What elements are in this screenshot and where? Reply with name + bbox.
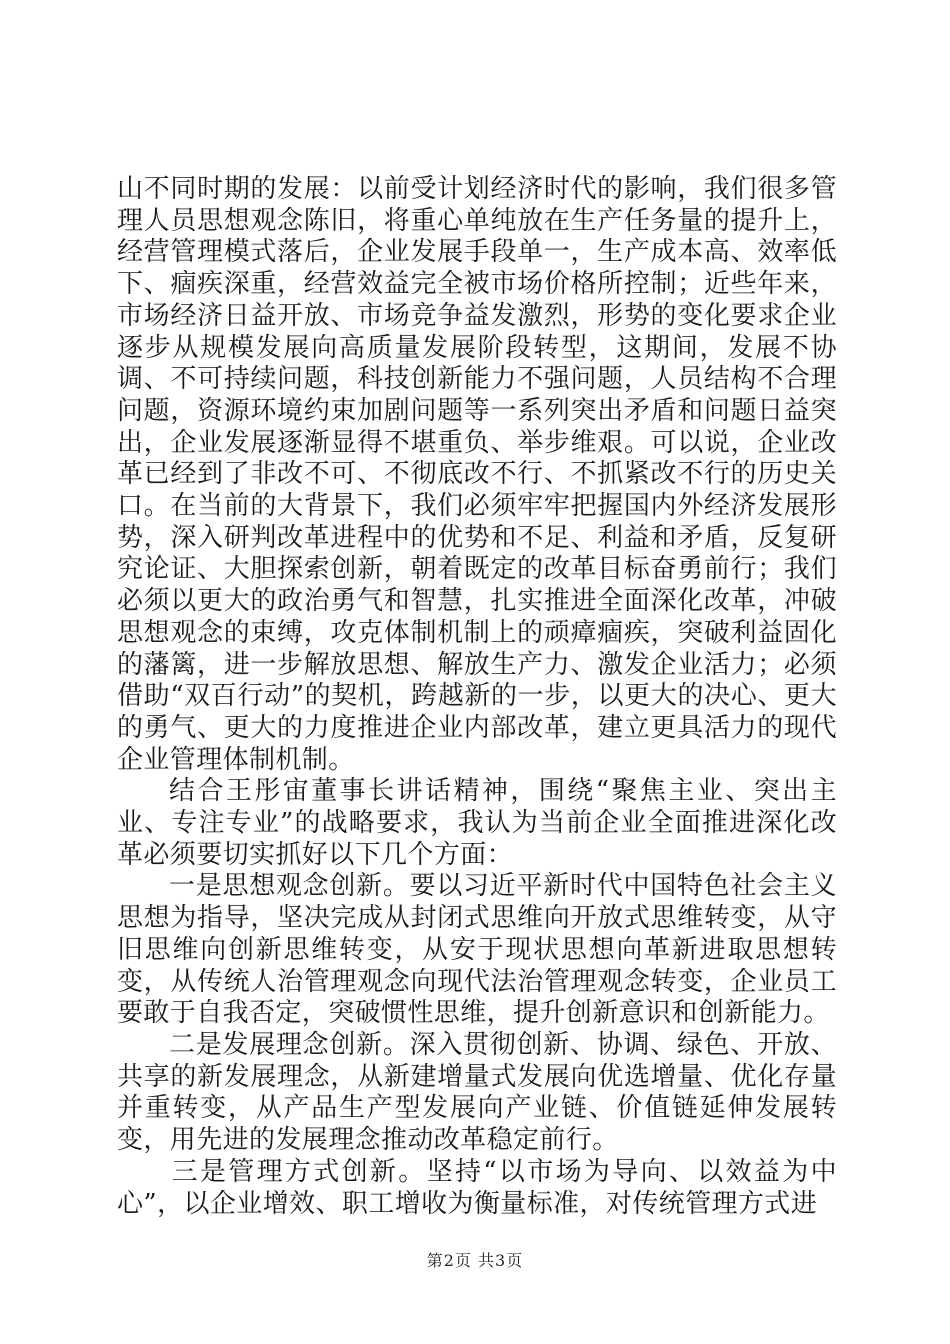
paragraph-continuation: 山不同时期的发展：以前受计划经济时代的影响，我们很多管理人员思想观念陈旧，将重心单纯放在生产任务量的提升上，经营管理模式落后，企业发展手段单一，生产成本高、效率低下、痼疾深重，经营效益完全被市场价格所控制；近些年来，市场经济日益开放、市场竞争益发激烈，形势的变化要求企业逐步从规模发展向高质量发展阶段转型，这期间，发展不协调、不可持续问题，科技创新能力不强问题，人员结构不合理问题，资源环境约束加剧问题等一系列突出矛盾和问题日益突出，企业发展逐渐显得不堪重负、举步维艰。可以说，企业改革已经到了非改不可、不彻底改不行、不抓紧改不行的历史关口。在当前的大背景下，我们必须牢牢把握国内外经济发展形势，深入研判改革进程中的优势和不足、利益和矛盾，反复研究论证、大胆探索创新，朝着既定的改革目标奋勇前行；我们必须以更大的政治勇气和智慧，扎实推进全面深化改革，冲破思想观念的束缚，攻克体制机制上的顽瘴痼疾，突破利益固化的藩篱，进一步解放思想、解放生产力、激发企业活力；必须借助“双百行动”的契机，跨越新的一步，以更大的决心、更大的勇气、更大的力度推进企业内部改革，建立更具活力的现代企业管理体制机制。 (117, 174, 837, 775)
page-number-footer: 第2页 共3页 (426, 1251, 524, 1270)
paragraph-point-1: 一是思想观念创新。要以习近平新时代中国特色社会主义思想为指导，坚决完成从封闭式思维向开放式思维转变，从守旧思维向创新思维转变，从安于现状思想向革新进取思想转变，从传统人治管理观念向现代法治管理观念转变，企业员工要敢于自我否定，突破惯性思维，提升创新意识和创新能力。 (117, 871, 837, 1029)
paragraph-point-3: 三是管理方式创新。坚持“以市场为导向、以效益为中心”，以企业增效、职工增收为衡量标准，对传统管理方式进 (117, 1156, 837, 1219)
paragraph-point-2: 二是发展理念创新。深入贯彻创新、协调、绿色、开放、共享的新发展理念，从新建增量式发展向优选增量、优化存量并重转变，从产品生产型发展向产业链、价值链延伸发展转变，用先进的发展理念推动改革稳定前行。 (117, 1029, 837, 1156)
document-body (117, 174, 837, 1220)
paragraph-intro: 结合王彤宙董事长讲话精神，围绕“聚焦主业、突出主业、专注专业”的战略要求，我认为当前企业全面推进深化改革必须要切实抓好以下几个方面： (117, 776, 837, 870)
